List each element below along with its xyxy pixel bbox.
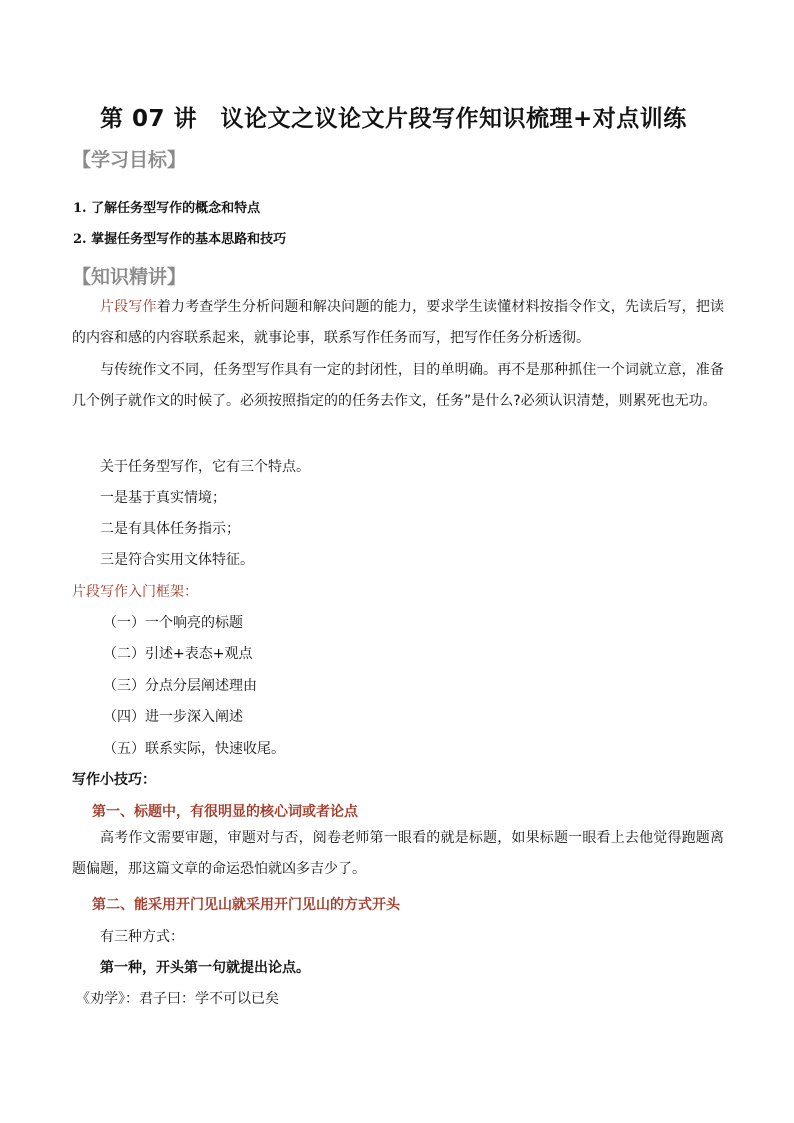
framework-item-3: （三）分点分层阐述理由 [103, 678, 257, 694]
tip-1-heading: 第一、标题中，有很明显的核心词或者论点 [92, 804, 358, 820]
method-1: 第一种，开头第一句就提出论点。 [100, 960, 310, 976]
feature-item-3: 三是符合实用文体特征。 [100, 552, 254, 568]
tip-2-heading: 第二、能采用开门见山就采用开门见山的方式开头 [92, 897, 400, 913]
goal-item-1: 1. 了解任务型写作的概念和特点 [73, 201, 261, 216]
tip-1-body: 高考作文需要审题，审题对与否，阅卷老师第一眼看的就是标题，如果标题一眼看上去他觉得跑题离题偏题，那这篇文章的命运恐怕就凶多吉少了。 [72, 830, 724, 877]
example-quote: 《劝学》：君子曰：学不可以已矣 [76, 991, 279, 1007]
paragraph-intro [72, 292, 724, 354]
document-title: 第 07 讲 议论文之议论文片段写作知识梳理+对点训练 [100, 106, 687, 132]
framework-item-1: （一）一个响亮的标题 [103, 615, 243, 631]
feature-item-2: 二是有具体任务指示； [100, 521, 240, 537]
section-heading-goals: 【学习目标】 [72, 149, 187, 171]
paragraph-intro-text: 着力考查学生分析问题和解决问题的能力，要求学生读懂材料按指令作文，先读后写，把读的内容和感的内容联系起来，就事论事，联系写作任务而写，把写作任务分析透彻。 [72, 299, 725, 346]
paragraph-comparison: 与传统作文不同，任务型写作具有一定的封闭性，目的单明确。再不是那种抓住一个词就立意，准备几个例子就作文的时候了。必须按照指定的的任务去作文，任务”是什么?必须认识清楚，则累死也无功。 [72, 362, 724, 409]
goal-item-2: 2. 掌握任务型写作的基本思路和技巧 [73, 232, 287, 247]
highlight-term: 片段写作 [100, 299, 157, 315]
features-intro: 关于任务型写作，它有三个特点。 [100, 459, 310, 475]
tips-label: 写作小技巧： [72, 772, 156, 788]
framework-label: 片段写作入门框架： [72, 584, 198, 600]
tip-2-intro: 有三种方式： [100, 929, 184, 945]
framework-item-5: （五）联系实际，快速收尾。 [103, 741, 285, 757]
feature-item-1: 一是基于真实情境； [100, 490, 226, 506]
framework-item-4: （四）进一步深入阐述 [103, 709, 243, 725]
section-heading-knowledge: 【知识精讲】 [72, 266, 187, 288]
framework-item-2: （二）引述+表态+观点 [103, 646, 253, 662]
